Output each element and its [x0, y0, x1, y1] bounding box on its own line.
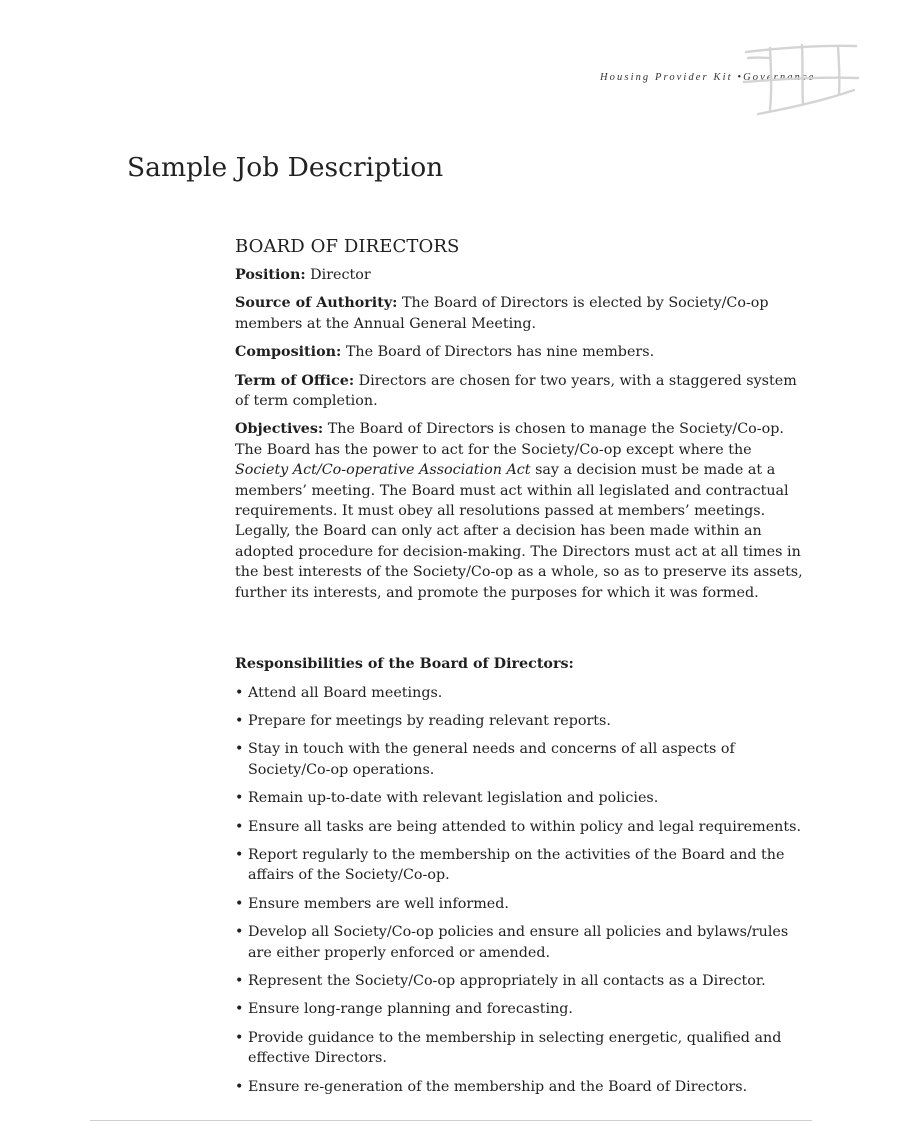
list-item: • Report regularly to the membership on the activities of the Board and the affairs of the Society/Co-op. — [235, 845, 803, 886]
objectives-label: Objectives: — [235, 421, 324, 438]
composition-label: Composition: — [235, 344, 342, 361]
term-of-office-field — [235, 371, 803, 412]
composition-field — [235, 342, 803, 362]
position-value: Director — [305, 267, 371, 283]
term-of-office-value: Directors are chosen for two years, with a staggered system of term completion. — [235, 372, 797, 410]
term-of-office-label: Term of Office: — [235, 372, 355, 389]
list-item: • Develop all Society/Co-op policies and ensure all policies and bylaws/rules are either properly enforced or amended. — [235, 922, 803, 963]
list-item: • Ensure members are well informed. — [235, 894, 803, 914]
position-label: Position: — [235, 267, 306, 283]
objectives-text-end: say a decision must be made at a members’ meeting. The Board must act within all legislated and contractual requirements. It must obey all resolutions passed at members’ meetings. Legally, the Board can only act after a decision has been made within an adopted procedure for decision-making. The Directors must act at all times in the best interests of the Society/Co-op as a whole, so as to preserve its assets, further its interests, and promote the purposes for which it was formed. — [235, 462, 803, 601]
list-item: • Represent the Society/Co-op appropriately in all contacts as a Director. — [235, 971, 803, 991]
job-description-body — [235, 236, 803, 1105]
objectives-text-start: The Board of Directors is chosen to manage the Society/Co-op. The Board has the power to act for the Society/Co-op except where the — [235, 421, 784, 458]
list-item: • Stay in touch with the general needs and concerns of all aspects of Society/Co-op operations. — [235, 739, 803, 780]
list-item: • Ensure re-generation of the membership and the Board of Directors. — [235, 1077, 803, 1097]
list-item: • Prepare for meetings by reading relevant reports. — [235, 711, 803, 731]
responsibilities-list — [235, 683, 803, 1098]
source-of-authority-field — [235, 293, 803, 334]
list-item: • Attend all Board meetings. — [235, 683, 803, 703]
objectives-field — [235, 419, 803, 603]
running-header: Housing Provider Kit •Governance — [600, 72, 816, 83]
source-of-authority-label: Source of Authority: — [235, 295, 398, 312]
building-sketch-icon — [740, 38, 862, 120]
list-item: • Ensure long-range planning and forecasting. — [235, 999, 803, 1019]
list-item: • Provide guidance to the membership in selecting energetic, qualified and effective Directors. — [235, 1028, 803, 1069]
list-item: • Ensure all tasks are being attended to within policy and legal requirements. — [235, 817, 803, 837]
page-title: Sample Job Description — [127, 152, 444, 183]
section-heading: BOARD OF DIRECTORS — [235, 236, 460, 257]
position-field — [235, 265, 803, 285]
source-of-authority-value: The Board of Directors is elected by Society/Co-op members at the Annual General Meeting. — [235, 295, 769, 332]
objectives-act-title: Society Act/Co-operative Association Act — [235, 462, 531, 479]
responsibilities-heading: Responsibilities of the Board of Directors: — [235, 656, 574, 673]
list-item: • Remain up-to-date with relevant legislation and policies. — [235, 788, 803, 808]
composition-value: The Board of Directors has nine members. — [341, 344, 655, 361]
